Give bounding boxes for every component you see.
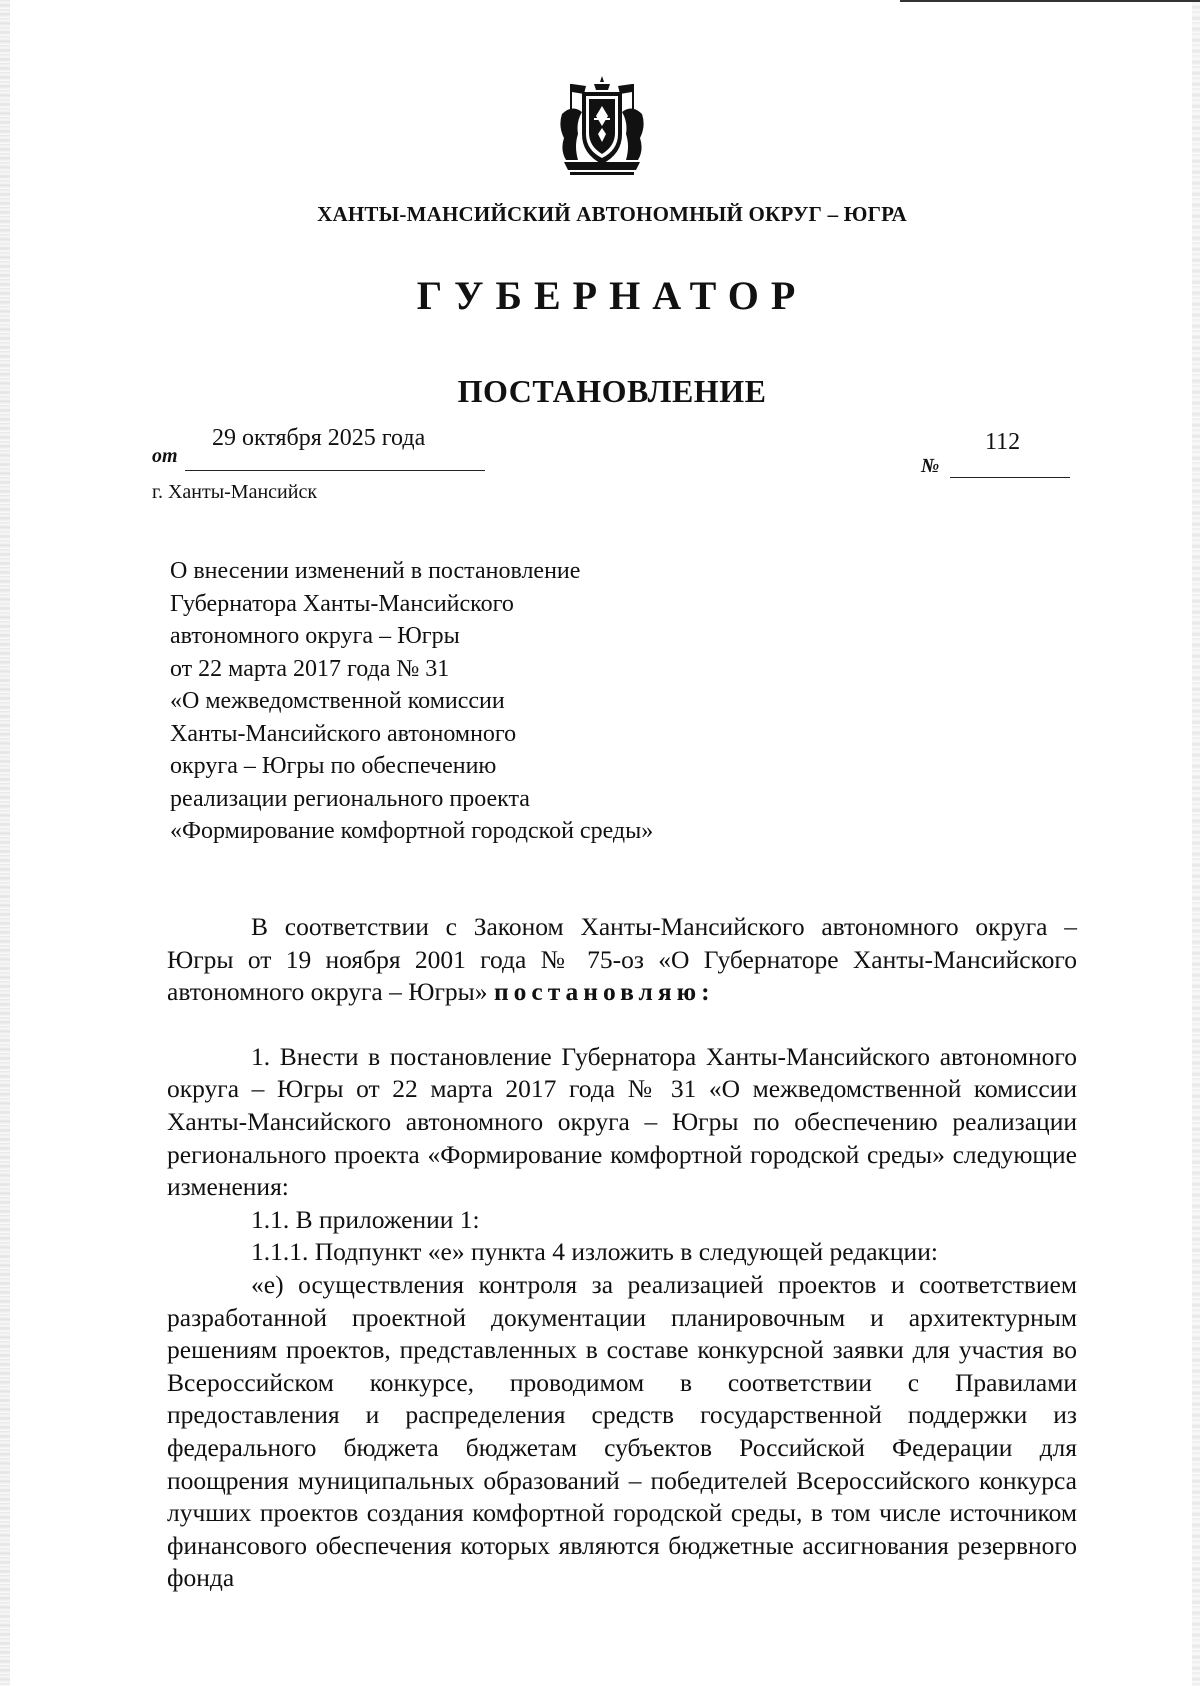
- number-label: №: [921, 455, 940, 477]
- number-underline: [950, 477, 1070, 478]
- document-body: [167, 911, 1077, 1595]
- title-line: автономного округа – Югры: [170, 623, 460, 649]
- document-title: [170, 555, 653, 848]
- title-line: округа – Югры по обеспечению: [170, 753, 497, 779]
- preamble-paragraph: [167, 911, 1077, 1009]
- region-name: ХАНТЫ-МАНСИЙСКИЙ АВТОНОМНЫЙ ОКРУГ – ЮГРА: [317, 202, 907, 226]
- title-line: реализации регионального проекта: [170, 785, 530, 812]
- document-date: 29 октября 2025 года: [212, 425, 426, 451]
- item-e-paragraph: «е) осуществления контроля за реализацией проектов и соответствием разработанной проектной документации планировочным и архитектурным решениям проектов, представленных в составе конкурсной заявки для участия во Всероссийском конкурсе, проводимом в соответствии с Правилами предоставления и распределения средств государственной поддержки из федерального бюджета бюджетам субъектов Российской Федерации для поощрения муниципальных образований – победителей Всероссийского конкурса лучших проектов создания комфортной городской среды, в том числе источником финансового обеспечения которых являются бюджетные ассигнования резервного фонда: [167, 1269, 1077, 1593]
- authority-title: ГУБЕРНАТОР: [416, 273, 808, 318]
- item-1-1-1-paragraph: 1.1.1. Подпункт «е» пункта 4 изложить в следующей редакции:: [251, 1237, 938, 1267]
- title-line: О внесении изменений в постановление: [170, 558, 581, 584]
- item-1-paragraph: 1. Внести в постановление Губернатора Ханты-Мансийского автономного округа – Югры от 22 марта 2017 года № 31 «О межведомственной комиссии Ханты-Мансийского автономного округа – Югры по обеспечению реализации регионального проекта «Формирование комфортной городской среды» следующие изменения:: [167, 1041, 1077, 1202]
- date-label: от: [152, 445, 178, 467]
- title-line: Ханты-Мансийского автономного: [170, 720, 517, 747]
- date-underline: [185, 470, 485, 471]
- title-line: «О межведомственной комиссии: [170, 688, 505, 714]
- scan-top-line: [900, 0, 1200, 2]
- document-city: г. Ханты-Мансийск: [152, 481, 318, 503]
- resolve-word: постановляю:: [493, 977, 715, 1007]
- document-number: 112: [985, 429, 1021, 455]
- scan-edge-left: [0, 0, 10, 1686]
- title-line: Губернатора Ханты-Мансийского: [170, 590, 514, 617]
- scan-edge-right: [1192, 0, 1200, 1686]
- coat-of-arms-khanty-mansi-icon: [556, 74, 648, 178]
- item-1-1-paragraph: 1.1. В приложении 1:: [251, 1204, 480, 1234]
- document-type: ПОСТАНОВЛЕНИЕ: [457, 373, 767, 409]
- title-line: от 22 марта 2017 года № 31: [170, 655, 450, 682]
- title-line: «Формирование комфортной городской среды»: [170, 818, 654, 844]
- preamble-text: В соответствии с Законом Ханты-Мансийского автономного округа – Югры от 19 ноября 2001 года № 75-оз «О Губернаторе Ханты-Мансийского автономного округа – Югры»: [167, 912, 1077, 1007]
